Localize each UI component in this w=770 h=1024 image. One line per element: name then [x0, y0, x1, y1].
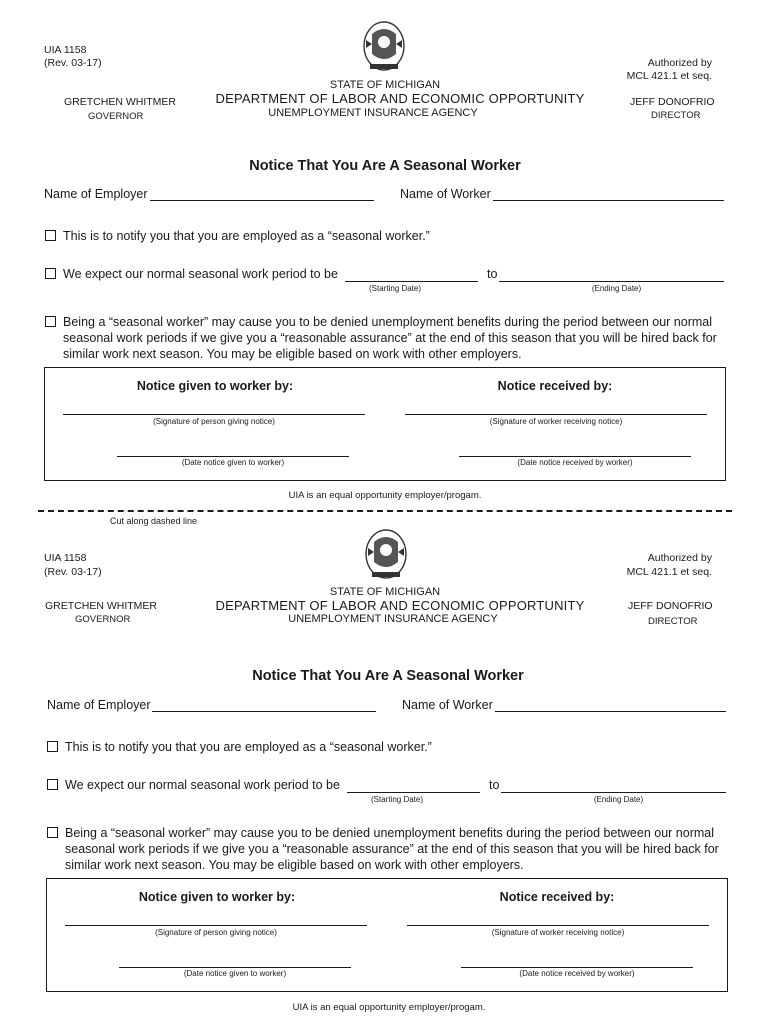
cut-label: Cut along dashed line: [110, 516, 198, 526]
ending-date-field[interactable]: [501, 792, 726, 793]
form-copy-bottom: [0, 510, 770, 1020]
form-title: Notice That You Are A Seasonal Worker: [249, 158, 521, 174]
notice-given-heading: Notice given to worker by:: [136, 379, 294, 393]
benefits-warning-checkbox[interactable]: [45, 316, 56, 327]
benefits-warning-line3: similar work next season. You may be eligible based on work with other employers.: [65, 858, 524, 872]
starting-date-caption: (Starting Date): [368, 284, 422, 293]
state-name: STATE OF MICHIGAN: [329, 586, 441, 598]
employer-field[interactable]: [150, 200, 374, 201]
seasonal-notice-checkbox[interactable]: [45, 230, 56, 241]
worker-field[interactable]: [493, 200, 724, 201]
department-name: DEPARTMENT OF LABOR AND ECONOMIC OPPORTUNITY: [215, 91, 585, 106]
director-name: JEFF DONOFRIO: [630, 96, 715, 108]
receiver-signature-field[interactable]: [407, 925, 709, 926]
benefits-warning-paragraph: [63, 314, 717, 362]
date-given-field[interactable]: [117, 456, 349, 457]
employer-label: Name of Employer: [44, 187, 148, 201]
benefits-warning-line2: seasonal work periods if we give you a “reasonable assurance” at the end of this season that you will be hired back for: [65, 842, 719, 856]
starting-date-field[interactable]: [347, 792, 480, 793]
seasonal-notice-checkbox[interactable]: [47, 741, 58, 752]
benefits-warning-line3: similar work next season. You may be eligible based on work with other employers.: [63, 347, 522, 361]
date-received-caption: (Date notice received by worker): [517, 458, 633, 467]
equal-opportunity-footer: UIA is an equal opportunity employer/progam.: [292, 1002, 486, 1013]
benefits-warning-line2: seasonal work periods if we give you a “reasonable assurance” at the end of this season that you will be hired back for: [63, 331, 717, 345]
date-given-caption: (Date notice given to worker): [181, 458, 285, 467]
form-revision: (Rev. 03-17): [44, 57, 102, 69]
equal-opportunity-footer: UIA is an equal opportunity employer/progam.: [288, 490, 482, 501]
agency-name: UNEMPLOYMENT INSURANCE AGENCY: [268, 107, 478, 119]
ending-date-field[interactable]: [499, 281, 724, 282]
benefits-warning-line1: Being a “seasonal worker” may cause you to be denied unemployment benefits during the period between our normal: [63, 315, 712, 329]
notice-received-heading: Notice received by:: [497, 379, 613, 393]
director-name: JEFF DONOFRIO: [628, 600, 713, 612]
form-revision: (Rev. 03-17): [44, 566, 102, 578]
to-label: to: [489, 778, 500, 792]
seasonal-notice-text: This is to notify you that you are employed as a “seasonal worker.”: [65, 740, 432, 754]
receiver-signature-field[interactable]: [405, 414, 707, 415]
director-title: DIRECTOR: [648, 616, 698, 627]
ending-date-caption: (Ending Date): [593, 795, 644, 804]
benefits-warning-checkbox[interactable]: [47, 827, 58, 838]
date-received-caption: (Date notice received by worker): [519, 969, 635, 978]
benefits-warning-line1: Being a “seasonal worker” may cause you to be denied unemployment benefits during the period between our normal: [65, 826, 714, 840]
notice-signature-box: [46, 878, 728, 992]
notice-received-heading: Notice received by:: [499, 890, 615, 904]
worker-label: Name of Worker: [400, 187, 491, 201]
michigan-seal-icon: [360, 20, 408, 76]
date-given-caption: (Date notice given to worker): [183, 969, 287, 978]
governor-name: GRETCHEN WHITMER: [45, 600, 157, 612]
giver-signature-caption: (Signature of person giving notice): [155, 928, 277, 937]
receiver-signature-caption: (Signature of worker receiving notice): [489, 417, 623, 426]
work-period-checkbox[interactable]: [47, 779, 58, 790]
michigan-seal-icon: [362, 528, 410, 584]
director-title: DIRECTOR: [651, 110, 701, 121]
governor-title: GOVERNOR: [75, 614, 131, 625]
authorized-line2: MCL 421.1 et seq.: [626, 70, 712, 82]
benefits-warning-paragraph: [65, 825, 719, 873]
ending-date-caption: (Ending Date): [591, 284, 642, 293]
department-name: DEPARTMENT OF LABOR AND ECONOMIC OPPORTUNITY: [215, 598, 585, 613]
notice-given-heading: Notice given to worker by:: [138, 890, 296, 904]
authorized-line2: MCL 421.1 et seq.: [626, 566, 712, 578]
seasonal-notice-text: This is to notify you that you are employed as a “seasonal worker.”: [63, 229, 430, 243]
work-period-checkbox[interactable]: [45, 268, 56, 279]
authorized-line1: Authorized by: [647, 552, 712, 564]
receiver-signature-caption: (Signature of worker receiving notice): [491, 928, 625, 937]
worker-label: Name of Worker: [402, 698, 493, 712]
giver-signature-field[interactable]: [63, 414, 365, 415]
date-given-field[interactable]: [119, 967, 351, 968]
governor-name: GRETCHEN WHITMER: [64, 96, 176, 108]
form-number: UIA 1158: [44, 44, 87, 56]
date-received-field[interactable]: [459, 456, 691, 457]
work-period-text: We expect our normal seasonal work period to be: [65, 778, 340, 792]
notice-signature-box: [44, 367, 726, 481]
agency-name: UNEMPLOYMENT INSURANCE AGENCY: [288, 613, 498, 625]
authorized-line1: Authorized by: [647, 57, 712, 69]
worker-field[interactable]: [495, 711, 726, 712]
to-label: to: [487, 267, 498, 281]
employer-label: Name of Employer: [47, 698, 151, 712]
governor-title: GOVERNOR: [88, 111, 144, 122]
employer-field[interactable]: [152, 711, 376, 712]
form-number: UIA 1158: [44, 552, 87, 564]
starting-date-field[interactable]: [345, 281, 478, 282]
state-name: STATE OF MICHIGAN: [329, 79, 441, 91]
giver-signature-caption: (Signature of person giving notice): [153, 417, 275, 426]
form-copy-top: [0, 0, 770, 510]
work-period-text: We expect our normal seasonal work period to be: [63, 267, 338, 281]
form-title: Notice That You Are A Seasonal Worker: [252, 668, 524, 684]
starting-date-caption: (Starting Date): [370, 795, 424, 804]
giver-signature-field[interactable]: [65, 925, 367, 926]
date-received-field[interactable]: [461, 967, 693, 968]
